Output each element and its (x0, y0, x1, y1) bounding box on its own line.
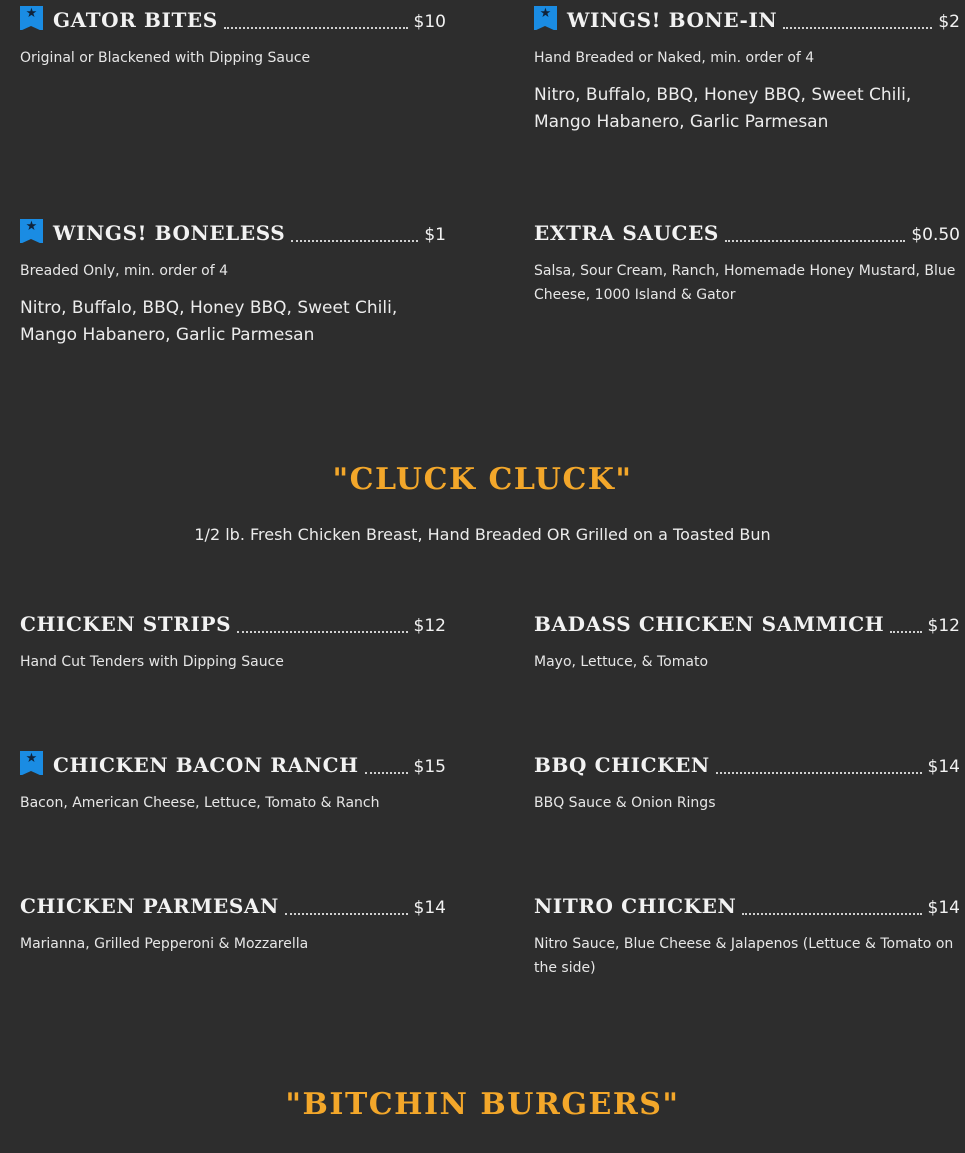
menu-item-badass-chicken-sammich (534, 607, 960, 674)
menu-item-chicken-strips (20, 607, 446, 674)
dot-leader (890, 631, 921, 633)
item-flavors: Nitro, Buffalo, BBQ, Honey BBQ, Sweet Chili, Mango Habanero, Garlic Parmesan (20, 298, 398, 345)
item-description: Marianna, Grilled Pepperoni & Mozzarella (20, 936, 309, 952)
item-name: WINGS! BONE-IN (567, 8, 778, 32)
item-name: CHICKEN PARMESAN (20, 894, 279, 918)
menu-item-nitro-chicken (534, 889, 960, 980)
menu-item-chicken-bacon-ranch (20, 748, 446, 815)
menu-item-gator-bites (20, 3, 446, 70)
menu-item-bbq-chicken (534, 748, 960, 815)
section-subtitle-chicken: 1/2 lb. Fresh Chicken Breast, Hand Breaded OR Grilled on a Toasted Bun (194, 525, 771, 544)
item-description: Breaded Only, min. order of 4 (20, 263, 228, 279)
star-badge-icon: ★ (20, 6, 43, 30)
star-badge-icon: ★ (534, 6, 557, 30)
item-name: EXTRA SAUCES (534, 221, 719, 245)
item-price: $1 (424, 225, 446, 245)
item-price: $14 (413, 898, 446, 918)
section-title-chicken: "CLUCK CLUCK" (332, 462, 633, 497)
dot-leader (716, 772, 922, 774)
dot-leader (285, 913, 408, 915)
item-price: $14 (927, 757, 960, 777)
item-price: $12 (413, 616, 446, 636)
item-name: CHICKEN BACON RANCH (53, 753, 359, 777)
star-badge-icon: ★ (20, 219, 43, 243)
item-price: $15 (413, 757, 446, 777)
item-price: $12 (927, 616, 960, 636)
menu-item-extra-sauces (534, 216, 960, 307)
item-name: WINGS! BONELESS (53, 221, 286, 245)
item-name: NITRO CHICKEN (534, 894, 737, 918)
item-description: Mayo, Lettuce, & Tomato (534, 654, 709, 670)
section-title-burgers: "BITCHIN BURGERS" (285, 1087, 680, 1122)
star-badge-icon: ★ (20, 751, 43, 775)
item-description: Nitro Sauce, Blue Cheese & Jalapenos (Lettuce & Tomato on the side) (534, 936, 954, 976)
item-name: BBQ CHICKEN (534, 753, 710, 777)
dot-leader (291, 240, 418, 242)
item-description: Bacon, American Cheese, Lettuce, Tomato & Ranch (20, 795, 380, 811)
dot-leader (725, 240, 905, 242)
item-description: Salsa, Sour Cream, Ranch, Homemade Honey Mustard, Blue Cheese, 1000 Island & Gator (534, 263, 956, 303)
item-description: Hand Breaded or Naked, min. order of 4 (534, 50, 815, 66)
dot-leader (237, 631, 407, 633)
item-price: $14 (927, 898, 960, 918)
item-description: BBQ Sauce & Onion Rings (534, 795, 716, 811)
dot-leader (365, 772, 408, 774)
item-name: BADASS CHICKEN SAMMICH (534, 612, 885, 636)
dot-leader (224, 27, 408, 29)
menu-item-wings-bone-in (534, 3, 960, 136)
dot-leader (742, 913, 921, 915)
item-price: $0.50 (911, 225, 960, 245)
menu-item-chicken-parmesan (20, 889, 446, 956)
item-name: CHICKEN STRIPS (20, 612, 232, 636)
dot-leader (783, 27, 932, 29)
item-flavors: Nitro, Buffalo, BBQ, Honey BBQ, Sweet Chili, Mango Habanero, Garlic Parmesan (534, 85, 912, 132)
item-name: GATOR BITES (53, 8, 218, 32)
item-price: $10 (413, 12, 446, 32)
item-price: $2 (938, 12, 960, 32)
item-description: Original or Blackened with Dipping Sauce (20, 50, 311, 66)
item-description: Hand Cut Tenders with Dipping Sauce (20, 654, 284, 670)
menu-item-wings-boneless (20, 216, 446, 349)
